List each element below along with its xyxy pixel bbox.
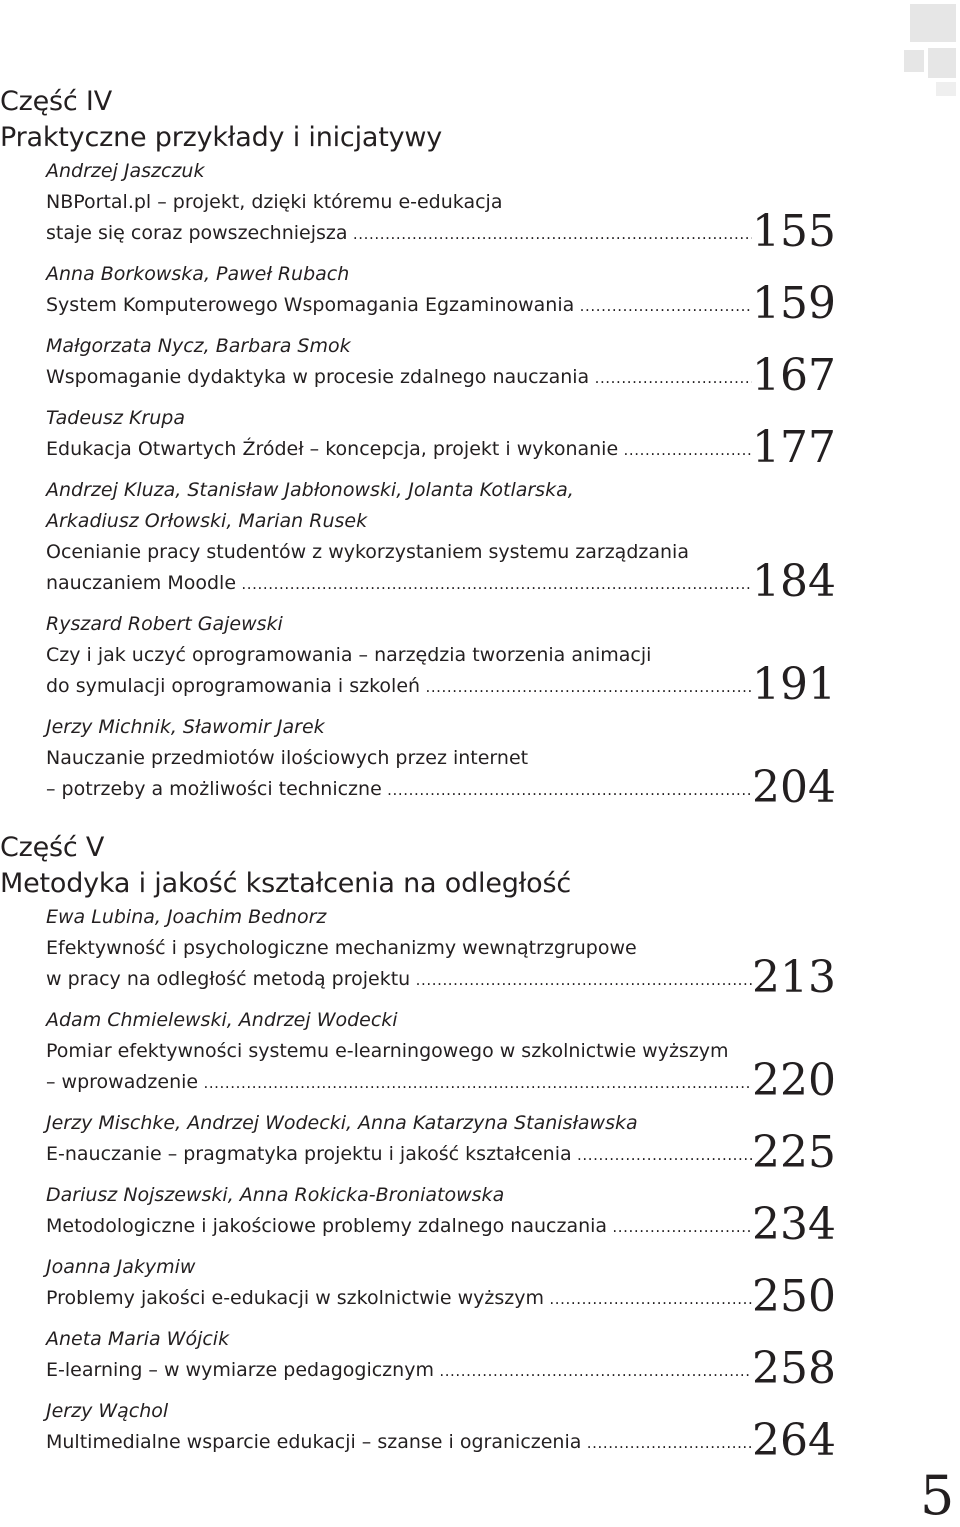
entry-page-number: 234 <box>752 1199 836 1250</box>
entry-authors-continued: Arkadiusz Orłowski, Marian Rusek <box>46 510 368 532</box>
entry-page-number: 177 <box>752 422 836 473</box>
toc-entry[interactable] <box>46 1108 836 1178</box>
part-label: Część V <box>0 832 105 863</box>
entry-title-line: Multimedialne wsparcie edukacji – szanse i ograniczenia ..... <box>46 1427 752 1459</box>
entry-authors: Ewa Lubina, Joachim Bednorz <box>46 906 327 928</box>
entry-page-number: 250 <box>752 1271 836 1322</box>
entry-authors: Anna Borkowska, Paweł Rubach <box>46 263 350 285</box>
entry-page-number: 220 <box>752 1055 836 1106</box>
entry-authors: Jerzy Wąchol <box>46 1400 169 1422</box>
entry-page-number: 167 <box>752 350 836 401</box>
entry-title-line: Efektywność i psychologiczne mechanizmy wewnątrzgrupowe <box>46 937 637 959</box>
entry-page-number: 225 <box>752 1127 836 1178</box>
entry-authors: Adam Chmielewski, Andrzej Wodecki <box>46 1009 398 1031</box>
toc-entry[interactable] <box>46 475 836 607</box>
part-title: Metodyka i jakość kształcenia na odległość <box>0 868 571 899</box>
toc-entry[interactable] <box>46 1252 836 1322</box>
toc-part-4 <box>0 84 836 813</box>
entry-authors: Joanna Jakymiw <box>46 1256 196 1278</box>
entry-title-line: Nauczanie przedmiotów ilościowych przez internet <box>46 747 529 769</box>
entry-page-number: 155 <box>752 206 836 257</box>
toc-entry[interactable] <box>46 331 836 401</box>
entry-authors: Dariusz Nojszewski, Anna Rokicka-Broniatowska <box>46 1184 505 1206</box>
toc-entry[interactable] <box>46 1005 836 1106</box>
entry-title-line: Ocenianie pracy studentów z wykorzystaniem systemu zarządzania <box>46 541 689 563</box>
entry-title-line: System Komputerowego Wspomagania Egzaminowania ..... <box>46 290 752 322</box>
entry-authors: Jerzy Mischke, Andrzej Wodecki, Anna Katarzyna Stanisławska <box>46 1112 638 1134</box>
entry-authors: Tadeusz Krupa <box>46 407 185 429</box>
entry-title-line: Czy i jak uczyć oprogramowania – narzędzia tworzenia animacji <box>46 644 652 666</box>
entry-authors: Andrzej Kluza, Stanisław Jabłonowski, Jolanta Kotlarska, <box>46 479 574 501</box>
entry-title-line: w pracy na odległość metodą projektu ..... <box>46 964 752 996</box>
entry-title-line: – wprowadzenie ..... <box>46 1067 752 1099</box>
entry-authors: Jerzy Michnik, Sławomir Jarek <box>46 716 325 738</box>
corner-decoration <box>936 82 956 96</box>
entry-authors: Aneta Maria Wójcik <box>46 1328 230 1350</box>
toc-entry[interactable] <box>46 712 836 813</box>
toc-entries <box>46 156 836 813</box>
entry-title-line: Problemy jakości e-edukacji w szkolnictwie wyższym ..... <box>46 1283 752 1315</box>
entry-title-line: E-learning – w wymiarze pedagogicznym ..... <box>46 1355 752 1387</box>
entry-title-line: NBPortal.pl – projekt, dzięki któremu e-edukacja <box>46 191 503 213</box>
toc-entry[interactable] <box>46 609 836 710</box>
entry-authors: Małgorzata Nycz, Barbara Smok <box>46 335 351 357</box>
toc-entry[interactable] <box>46 1324 836 1394</box>
entry-page-number: 213 <box>752 952 836 1003</box>
entry-title-line: nauczaniem Moodle ..... <box>46 568 752 600</box>
toc-part-5 <box>0 830 836 1466</box>
entry-page-number: 204 <box>752 762 836 813</box>
entry-title-line: Metodologiczne i jakościowe problemy zdalnego nauczania ..... <box>46 1211 752 1243</box>
entry-title-line: Pomiar efektywności systemu e-learningowego w szkolnictwie wyższym <box>46 1040 729 1062</box>
part-label: Część IV <box>0 86 112 117</box>
part-title: Praktyczne przykłady i inicjatywy <box>0 122 443 153</box>
entry-page-number: 264 <box>752 1415 836 1466</box>
entry-title-line: staje się coraz powszechniejsza ..... <box>46 218 752 250</box>
corner-decoration <box>928 48 956 78</box>
entry-page-number: 184 <box>752 556 836 607</box>
page-folio-number: 5 <box>920 1464 955 1527</box>
corner-decoration <box>910 4 956 42</box>
entry-title-line: do symulacji oprogramowania i szkoleń ..... <box>46 671 752 703</box>
toc-entry[interactable] <box>46 259 836 329</box>
toc-entry[interactable] <box>46 156 836 257</box>
toc-entry[interactable] <box>46 1180 836 1250</box>
toc-entry[interactable] <box>46 1396 836 1466</box>
entry-page-number: 191 <box>752 659 836 710</box>
entry-authors: Andrzej Jaszczuk <box>46 160 205 182</box>
entry-title-line: Edukacja Otwartych Źródeł – koncepcja, projekt i wykonanie ..... <box>46 434 752 466</box>
entry-title-line: – potrzeby a możliwości techniczne ..... <box>46 774 752 806</box>
entry-page-number: 258 <box>752 1343 836 1394</box>
entry-authors: Ryszard Robert Gajewski <box>46 613 283 635</box>
toc-entries <box>46 902 836 1466</box>
toc-entry[interactable] <box>46 403 836 473</box>
entry-page-number: 159 <box>752 278 836 329</box>
toc-entry[interactable] <box>46 902 836 1003</box>
corner-decoration <box>904 50 924 72</box>
entry-title-line: Wspomaganie dydaktyka w procesie zdalnego nauczania ..... <box>46 362 752 394</box>
entry-title-line: E-nauczanie – pragmatyka projektu i jakość kształcenia ..... <box>46 1139 752 1171</box>
